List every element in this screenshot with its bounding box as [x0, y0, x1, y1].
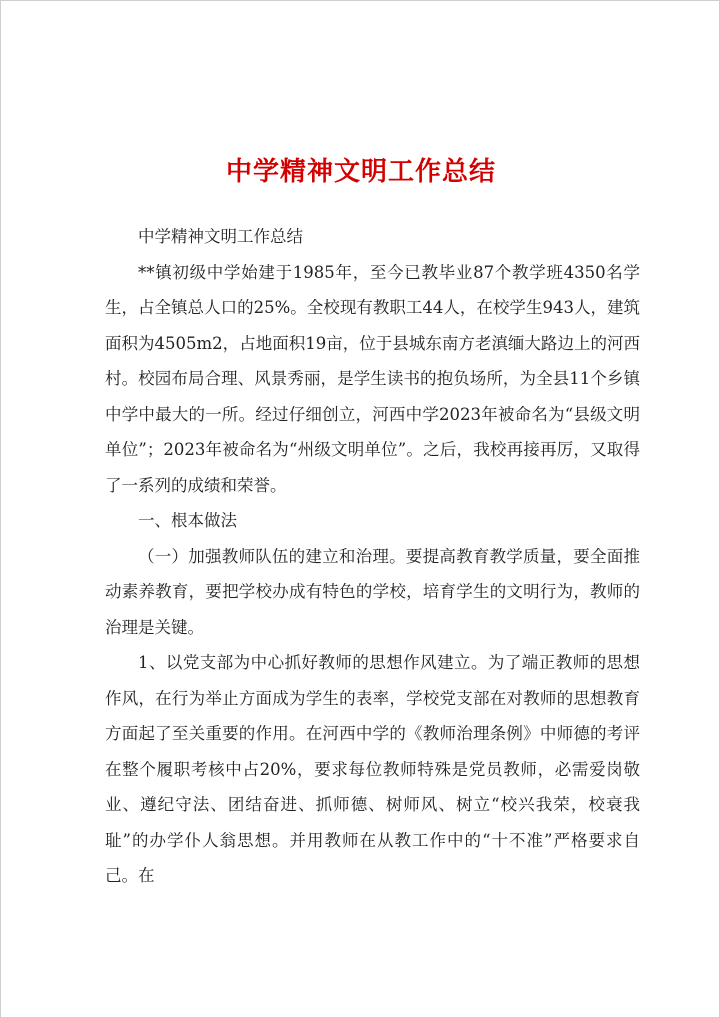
- paragraph-section-heading: 一、根本做法: [138, 511, 237, 530]
- paragraph-school-overview: **镇初级中学始建于1985年，至今已教毕业87个教学班4350名学生，占全镇总人口的25%。全校现有教职工44人，在校学生943人，建筑面积为4505m2，占地面积19亩，位于县城东南方老滇缅大路边上的河西村。校园布局合理、风景秀丽，是学生读书的抱负场所，为全县11个乡镇中学中最大的一所。经过仔细创立，河西中学2023年被命名为“县级文明单位”；2023年被命名为“州级文明单位”。之后，我校再接再厉，又取得了一系列的成绩和荣誉。: [105, 262, 640, 495]
- document-title: 中学精神文明工作总结: [225, 157, 496, 187]
- paragraph-subtitle: 中学精神文明工作总结: [138, 227, 303, 246]
- paragraph-party-branch: 1、以党支部为中心抓好教师的思想作风建立。为了端正教师的思想作风，在行为举止方面成为学生的表率，学校党支部在对教师的思想教育方面起了至关重要的作用。在河西中学的《教师治理条例》中师德的考评在整个履职考核中占20%，要求每位教师特殊是党员教师，必需爱岗敬业、遵纪守法、团结奋进、抓师德、树师风、树立“校兴我荣，校衰我耻”的办学仆人翁思想。并用教师在从教工作中的“十不准”严格要求自己。在: [105, 653, 640, 885]
- document-body: [105, 219, 640, 894]
- paragraph-teacher-management: （一）加强教师队伍的建立和治理。要提高教育教学质量，要全面推动素养教育，要把学校办成有特色的学校，培育学生的文明行为，教师的治理是关键。: [105, 546, 640, 637]
